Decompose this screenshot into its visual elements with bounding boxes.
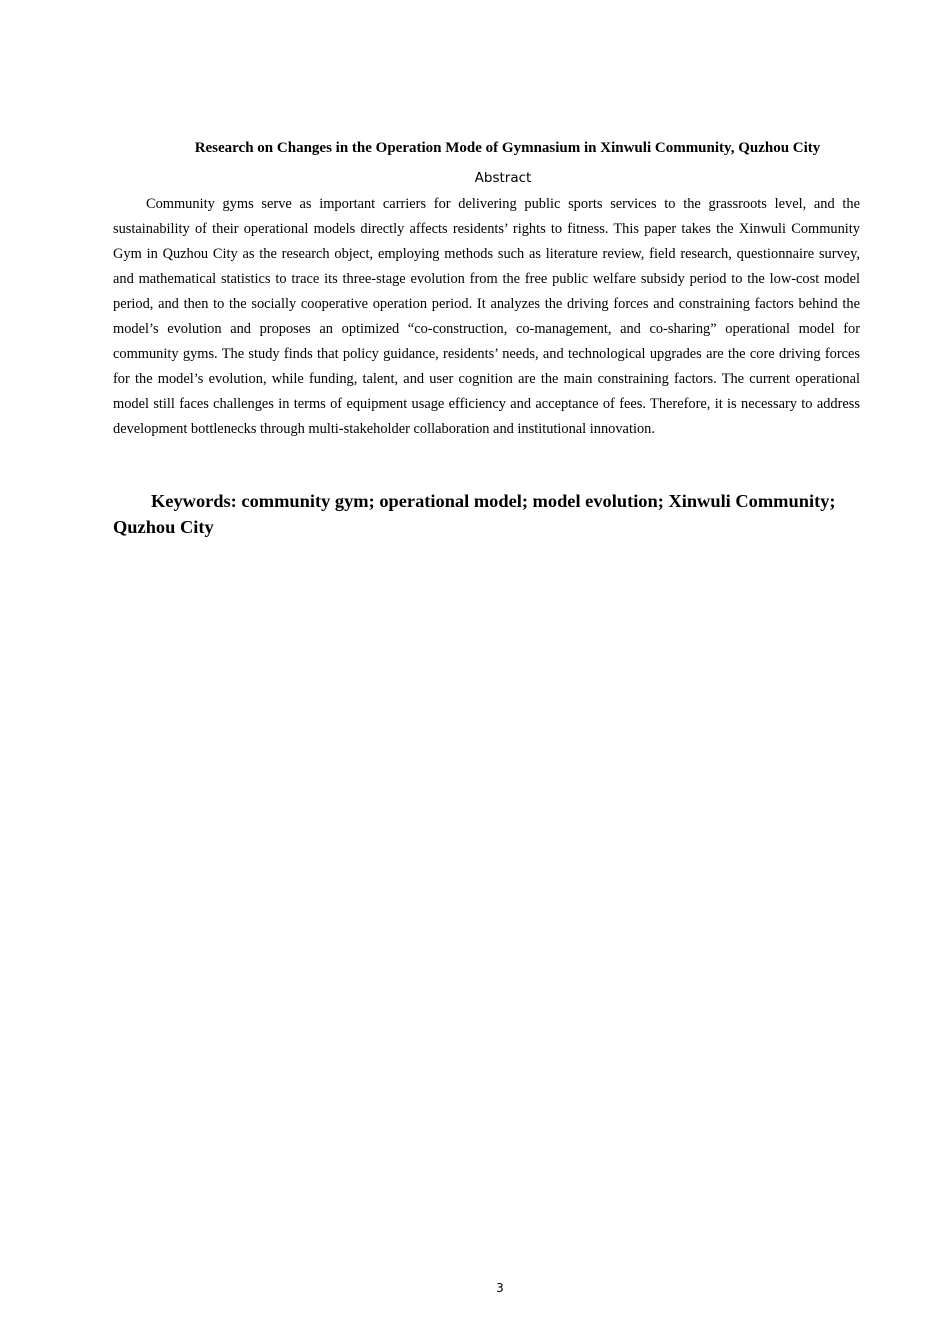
abstract-heading: Abstract (474, 170, 532, 186)
page-number: 3 (496, 1281, 504, 1295)
abstract-body: Community gyms serve as important carriers for delivering public sports services to the grassroots level, and the sustainability of their operational models directly affects residents’ rights to fitness. This paper takes the Xinwuli Community Gym in Quzhou City as the research object, employing methods such as literature review, field research, questionnaire survey, and mathematical statistics to trace its three-stage evolution from the free public welfare subsidy period to the low-cost model period, and then to the socially cooperative operation period. It analyzes the driving forces and constraining factors behind the model’s evolution and proposes an optimized “co-construction, co-management, and co-sharing” operational model for community gyms. The study finds that policy guidance, residents’ needs, and technological upgrades are the core driving forces for the model’s evolution, while funding, talent, and user cognition are the main constraining factors. The current operational model still faces challenges in terms of equipment usage efficiency and acceptance of fees. Therefore, it is necessary to address development bottlenecks through multi-stakeholder collaboration and institutional innovation. (113, 196, 860, 437)
keywords: Keywords: community gym; operational model; model evolution; Xinwuli Community; Quzhou City (113, 491, 836, 537)
paper-title: Research on Changes in the Operation Mode of Gymnasium in Xinwuli Community, Quzhou City (194, 140, 821, 156)
